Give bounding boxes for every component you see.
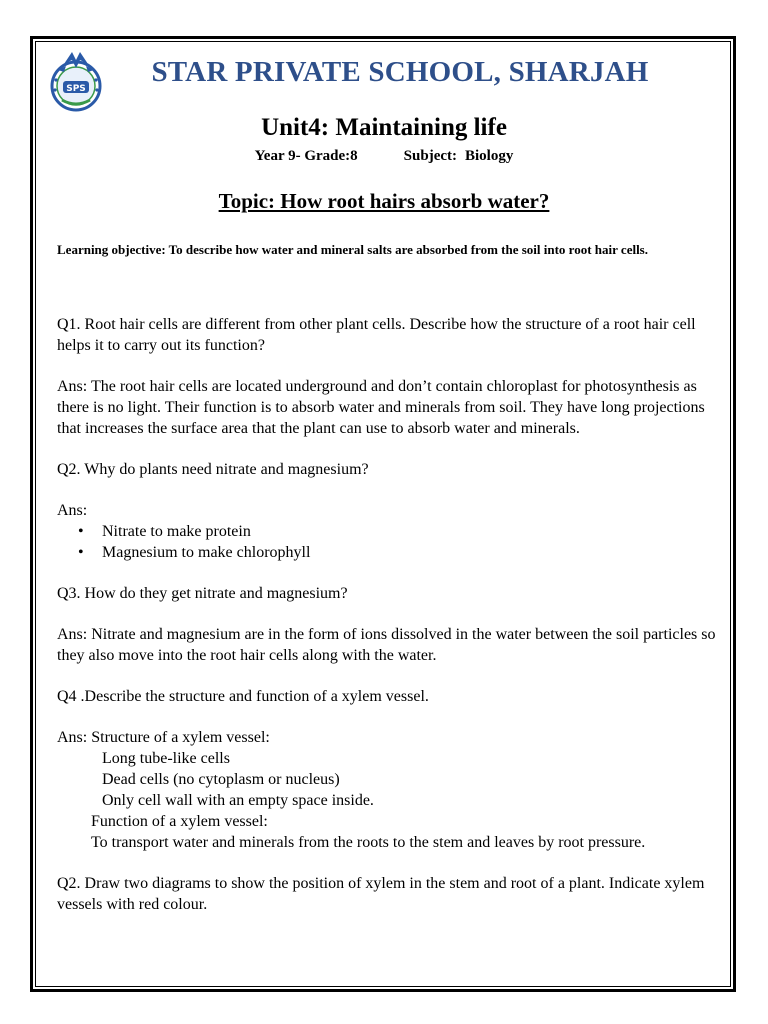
list-item: Dead cells (no cytoplasm or nucleus) xyxy=(102,771,340,788)
list-item: • Nitrate to make protein xyxy=(57,521,722,542)
topic-heading: Topic: How root hairs absorb water? xyxy=(218,189,550,213)
school-name: STAR PRIVATE SCHOOL, SHARJAH xyxy=(151,56,649,88)
question-2: Q2. Why do plants need nitrate and magnesium? xyxy=(57,461,369,478)
answer-4-label: Ans: Structure of a xylem vessel: xyxy=(57,729,270,746)
year-grade: Year 9- Grade:8 xyxy=(254,148,358,164)
subject-label: Subject: xyxy=(403,148,457,164)
answer-4-function-label: Function of a xylem vessel: xyxy=(91,813,268,830)
subject-value: Biology xyxy=(465,148,514,164)
unit-title: Unit4: Maintaining life xyxy=(261,114,507,141)
answer-3: Ans: Nitrate and magnesium are in the form of ions dissolved in the water between the soil particles so they also move into the root hair cells along with the water. xyxy=(57,626,716,664)
logo-text: SPS xyxy=(66,84,86,94)
answer-2-label: Ans: xyxy=(57,502,88,519)
answer-1: Ans: The root hair cells are located underground and don’t contain chloroplast for photosynthesis as there is no light. Their function is to absorb water and minerals from soil. They have long projections that increases the surface area that the plant can use to absorb water and minerals. xyxy=(57,378,705,437)
question-1: Q1. Root hair cells are different from other plant cells. Describe how the structure of a root hair cell helps it to carry out its function? xyxy=(57,316,696,354)
grade-subject-line xyxy=(0,148,768,165)
question-3: Q3. How do they get nitrate and magnesium? xyxy=(57,585,348,602)
list-item: • Magnesium to make chlorophyll xyxy=(57,542,722,563)
school-logo-icon xyxy=(44,46,108,114)
learning-objective: Learning objective: To describe how water and mineral salts are absorbed from the soil into root hair cells. xyxy=(57,242,648,257)
answer-2-list xyxy=(57,521,722,563)
question-4: Q4 .Describe the structure and function of a xylem vessel. xyxy=(57,688,429,705)
worksheet-content xyxy=(57,314,722,915)
list-item: Long tube-like cells xyxy=(102,750,230,767)
answer-4-function: To transport water and minerals from the roots to the stem and leaves by root pressure. xyxy=(91,834,646,851)
question-5: Q2. Draw two diagrams to show the position of xylem in the stem and root of a plant. Indicate xylem vessels with red colour. xyxy=(57,875,705,913)
list-item: Only cell wall with an empty space inside. xyxy=(102,792,374,809)
